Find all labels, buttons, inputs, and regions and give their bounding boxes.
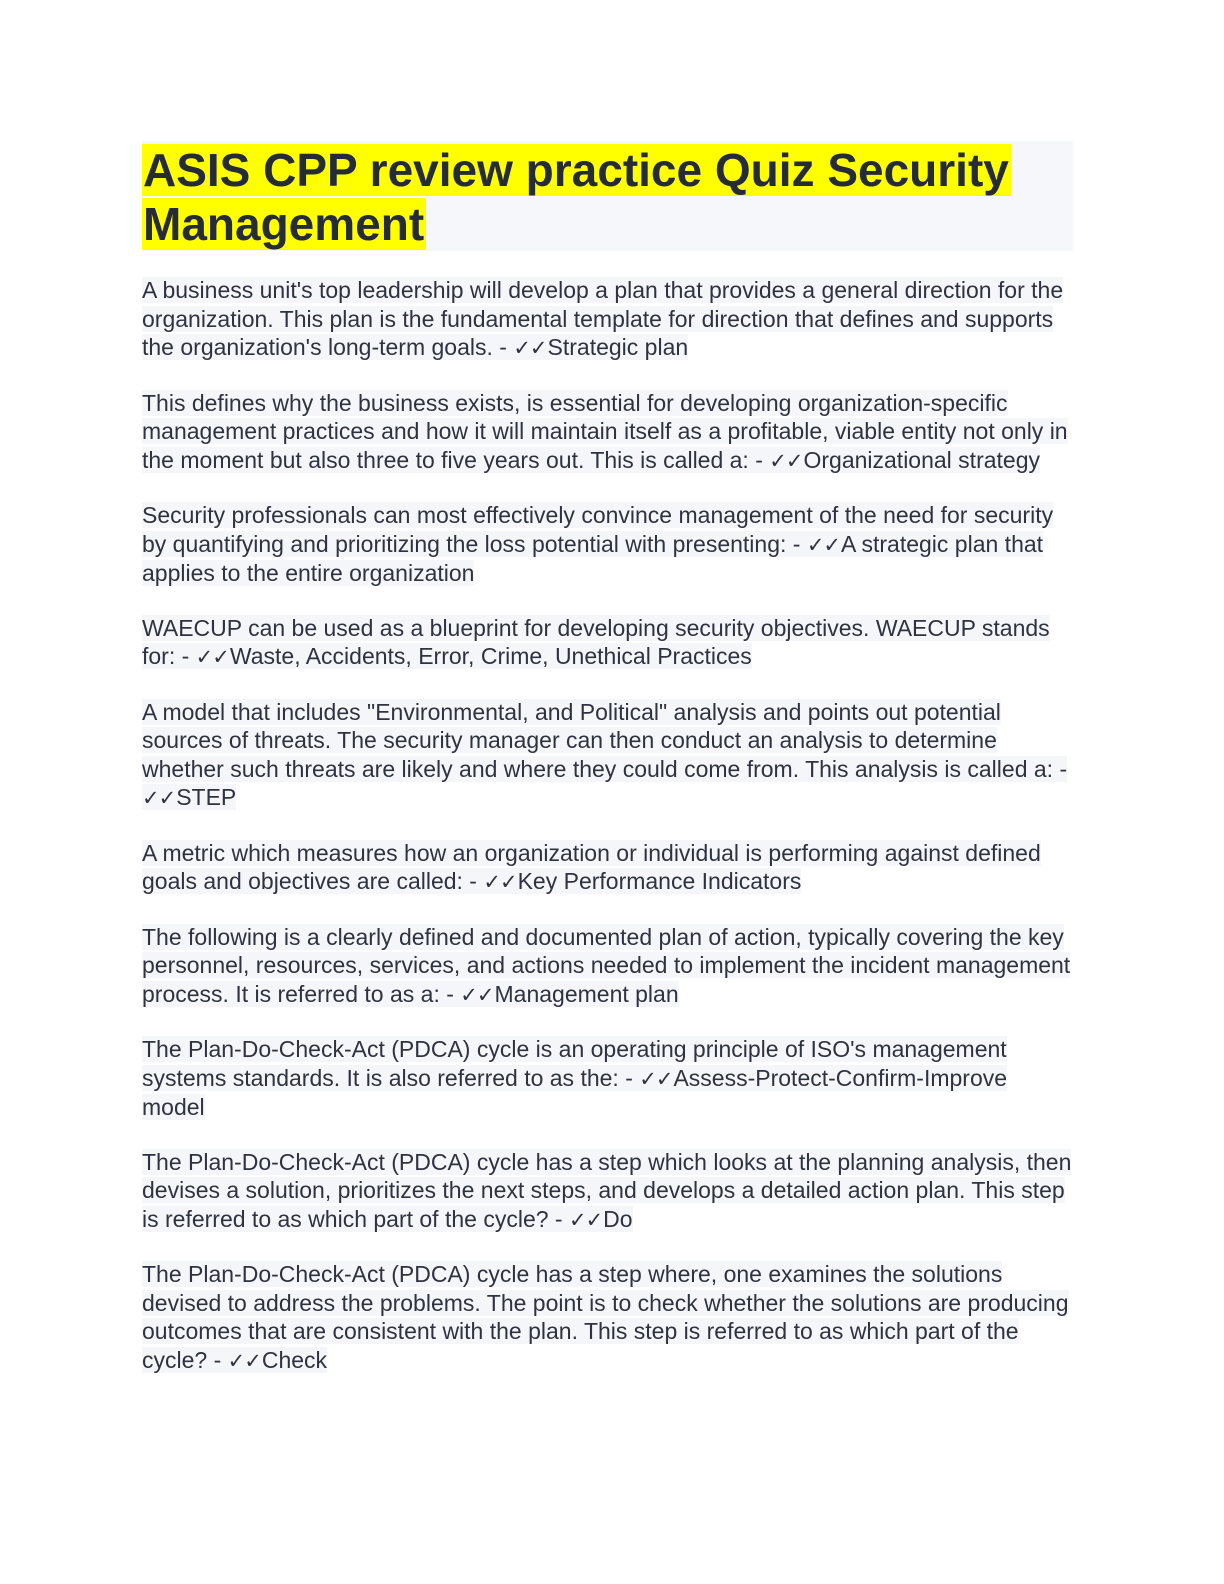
answer-text: A strategic plan that applies to the entire organization bbox=[142, 530, 1044, 586]
check-mark-icon: ✓✓ bbox=[460, 982, 494, 1007]
list-item bbox=[142, 276, 1072, 363]
check-mark-icon: ✓✓ bbox=[568, 1207, 603, 1232]
question-text: WAECUP can be used as a blueprint for developing security objectives. WAECUP stands for: - bbox=[142, 614, 1050, 669]
answer-text: Waste, Accidents, Error, Crime, Unethical Practices bbox=[229, 643, 752, 669]
list-item bbox=[142, 923, 1072, 1010]
page-title bbox=[142, 141, 1073, 251]
list-item bbox=[142, 389, 1072, 476]
list-item bbox=[142, 839, 1072, 897]
answer-text: Organizational strategy bbox=[803, 446, 1040, 473]
question-text: The following is a clearly defined and documented plan of action, typically covering the key personnel, resources, services, and actions needed to implement the incident management process. It is referred to as a: - bbox=[142, 923, 1071, 1007]
check-mark-icon: ✓✓ bbox=[513, 336, 547, 360]
check-mark-icon: ✓✓ bbox=[639, 1066, 673, 1091]
question-answer-list bbox=[142, 276, 1072, 1401]
answer-text: Key Performance Indicators bbox=[517, 868, 802, 894]
question-text: The Plan-Do-Check-Act (PDCA) cycle has a step where, one examines the solutions devised to address the problems. The point is to check whether the solutions are producing outcomes that are consistent with the plan. This step is referred to as which part of the cycle? - bbox=[142, 1261, 1069, 1373]
check-mark-icon: ✓✓ bbox=[227, 1348, 261, 1373]
check-mark-icon: ✓✓ bbox=[806, 532, 841, 557]
answer-text: Strategic plan bbox=[547, 334, 689, 360]
question-text: A metric which measures how an organization or individual is performing against defined goals and objectives are called: - bbox=[142, 839, 1041, 894]
question-text: A business unit's top leadership will develop a plan that provides a general direction for the organization. This plan is the fundamental template for direction that defines and supports the organization's long-term goals. - bbox=[142, 277, 1064, 360]
check-mark-icon: ✓✓ bbox=[142, 786, 176, 810]
highlighted-title-text: ASIS CPP review practice Quiz Security Management bbox=[143, 144, 1009, 250]
list-item bbox=[142, 614, 1072, 672]
list-item bbox=[142, 1035, 1072, 1122]
list-item bbox=[142, 501, 1072, 588]
answer-text: Check bbox=[261, 1346, 328, 1373]
list-item bbox=[142, 1148, 1072, 1235]
check-mark-icon: ✓✓ bbox=[769, 448, 803, 473]
check-mark-icon: ✓✓ bbox=[195, 645, 229, 669]
title-block bbox=[142, 141, 1073, 251]
check-mark-icon: ✓✓ bbox=[483, 870, 517, 894]
list-item bbox=[142, 1260, 1072, 1375]
question-text: The Plan-Do-Check-Act (PDCA) cycle has a step which looks at the planning analysis, then devises a solution, prioritizes the next steps, and develops a detailed action plan. This step is referred to as which part of the cycle? - bbox=[142, 1148, 1072, 1232]
answer-text: STEP bbox=[176, 784, 237, 810]
list-item bbox=[142, 698, 1072, 813]
answer-text: Management plan bbox=[494, 980, 679, 1007]
question-text: This defines why the business exists, is essential for developing organization-specific management practices and how it will maintain itself as a profitable, viable entity not only in the moment but also three to five years out. This is called a: - bbox=[142, 389, 1068, 473]
answer-text: Do bbox=[603, 1205, 633, 1232]
answer-text: Assess-Protect-Confirm-Improve model bbox=[142, 1064, 1008, 1120]
question-text: Security professionals can most effectively convince management of the need for security by quantifying and prioritizing the loss potential with presenting: - bbox=[142, 502, 1054, 557]
question-text: A model that includes "Environmental, and Political" analysis and points out potential sources of threats. The security manager can then conduct an analysis to determine whether such threats are likely and where they could come from. This analysis is called a: - bbox=[142, 698, 1068, 782]
question-text: The Plan-Do-Check-Act (PDCA) cycle is an operating principle of ISO's management systems standards. It is also referred to as the: - bbox=[142, 1036, 1007, 1091]
